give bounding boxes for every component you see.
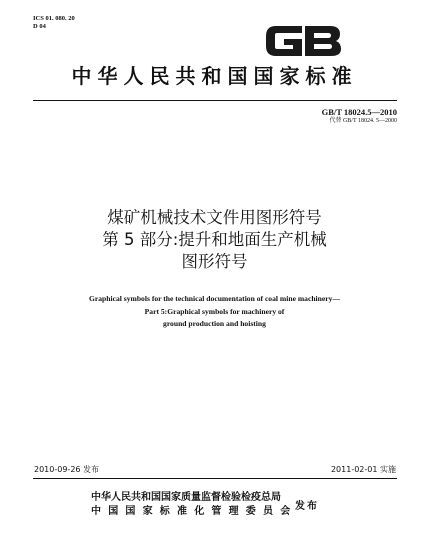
title-english-line3: ground production and hoisting (163, 319, 266, 328)
implementation-date: 2011-02-01 实施 (330, 465, 396, 474)
ccs-code: D 04 (33, 23, 46, 30)
title-english (0, 293, 429, 331)
issuing-authority (91, 491, 297, 519)
issue-date: 2010-09-26 发布 (34, 465, 100, 474)
ics-code: ICS 01. 080. 20 (33, 15, 75, 22)
issuer-line2: 中国国家标准化管理委员会 (91, 506, 298, 517)
title-english-line1: Graphical symbols for the technical documentation of coal mine machinery— (88, 294, 341, 303)
gb-logo (262, 23, 344, 59)
issuer-line1: 中华人民共和国国家质量监督检验检疫总局 (91, 492, 281, 503)
standard-number: GB/T 18024.5—2010 (321, 107, 397, 117)
classification-codes (33, 15, 75, 31)
publish-label: 发布 (295, 501, 319, 512)
top-divider (33, 100, 397, 101)
title-chinese-line1: 煤矿机械技术文件用图形符号 (107, 208, 322, 227)
bottom-divider (33, 478, 397, 479)
replaces-standard: 代替 GB/T 18024. 5—2000 (329, 118, 397, 124)
title-chinese-line3: 图形符号 (181, 252, 248, 271)
national-standard-title: 中华人民共和国国家标准 (71, 64, 358, 88)
title-chinese-line2: 第 5 部分:提升和地面生产机械 (102, 230, 327, 249)
standard-number-block (322, 107, 397, 126)
title-chinese (0, 207, 429, 273)
title-english-line2: Part 5:Graphical symbols for machinery of (144, 306, 285, 316)
